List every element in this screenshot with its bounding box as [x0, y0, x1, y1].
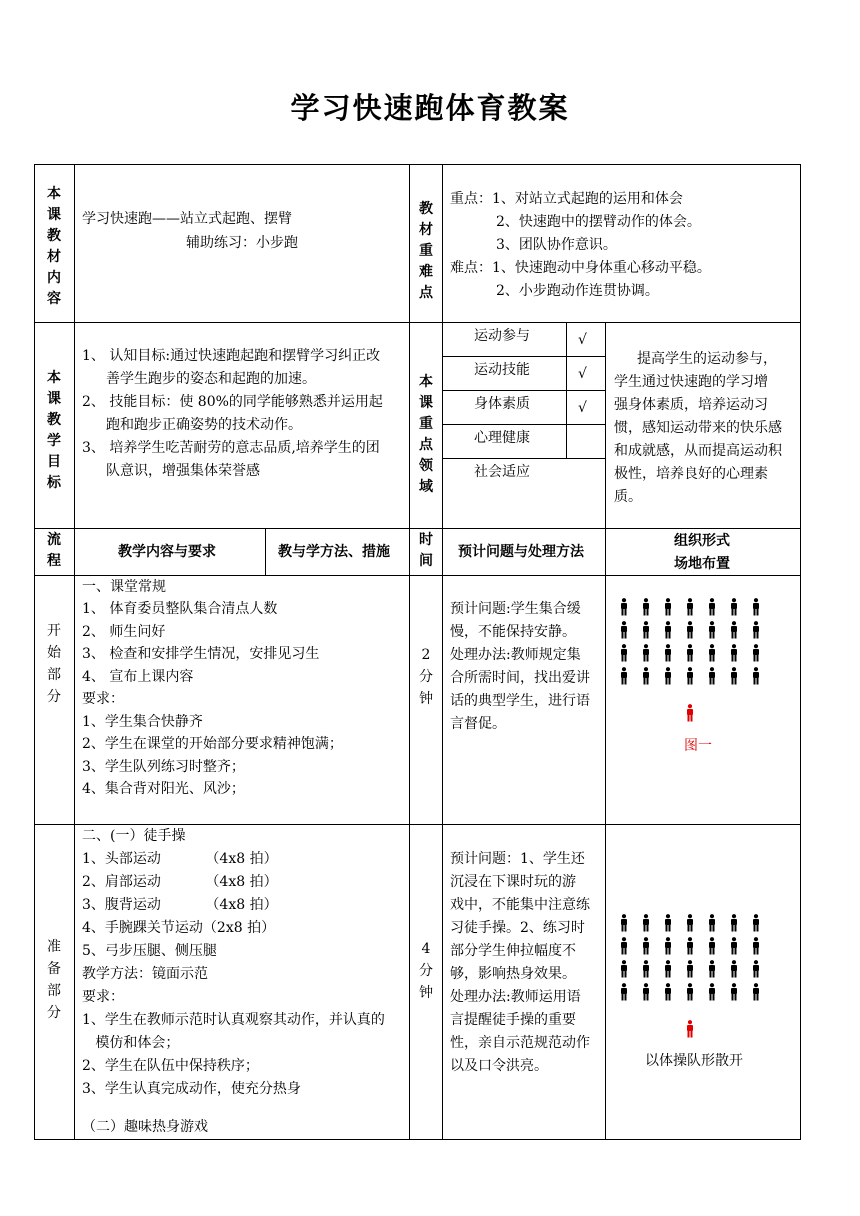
domain-name: 社会适应 — [474, 464, 530, 480]
page-title: 学习快速跑体育教案 — [290, 91, 570, 125]
section1-problem-line: 话的典型学生，进行语 — [450, 693, 590, 709]
teacher-figure — [686, 704, 694, 722]
student-figure — [686, 960, 694, 978]
domain-name: 心理健康 — [474, 430, 530, 446]
header-content: 教学内容与要求 — [118, 544, 216, 560]
student-figure — [708, 667, 716, 685]
student-figure — [642, 937, 650, 955]
student-figure — [620, 644, 628, 662]
goal-line: 1、 认知目标:通过快速跑起跑和摆臂学习纠正改 — [82, 348, 381, 364]
goal-line: 跑和跑步正确姿势的技术动作。 — [106, 417, 302, 433]
section2-line: 2、肩部运动 （4x8 拍） — [82, 874, 278, 890]
student-figure — [730, 960, 738, 978]
goal-line: 2、 技能目标：使 80%的同学能够熟悉并运用起 — [82, 394, 383, 410]
header-venue: 场地布置 — [674, 556, 730, 572]
section1-line: 4、 宣布上课内容 — [82, 669, 194, 685]
section2-problem-line: 戏中，不能集中注意练 — [450, 897, 590, 913]
student-figure — [664, 914, 672, 932]
domain-check: √ — [578, 366, 587, 382]
difficulty-point: 2、小步跑动作连贯协调。 — [496, 283, 659, 299]
section1-problem-line: 慢，不能保持安静。 — [450, 624, 576, 640]
domain-check: √ — [578, 400, 587, 416]
section2-line: 1、学生在教师示范时认真观察其动作，并认真的 — [82, 1012, 385, 1028]
section1-problem-line: 预计问题:学生集合缓 — [450, 601, 581, 617]
student-figure — [752, 937, 760, 955]
section1-line: 2、 师生问好 — [82, 624, 166, 640]
student-figure — [664, 937, 672, 955]
student-figure — [752, 960, 760, 978]
section2-line: 4、手腕踝关节运动（2x8 拍） — [82, 920, 276, 936]
section2-line: 教学方法：镜面示范 — [82, 966, 208, 982]
student-figure — [708, 983, 716, 1001]
material-content-line2: 辅助练习：小步跑 — [186, 235, 298, 251]
student-figure — [752, 621, 760, 639]
student-figure — [686, 914, 694, 932]
student-figure — [708, 598, 716, 616]
student-figure — [730, 914, 738, 932]
section2-problem-line: 言提醒徒手操的重要 — [450, 1012, 576, 1028]
section2-problem-line: 沉浸在下课时玩的游 — [450, 874, 576, 890]
section-start-label: 开始部分 — [47, 623, 61, 705]
student-figure — [620, 667, 628, 685]
teacher-figure — [686, 1020, 694, 1038]
section2-line: 3、学生认真完成动作，使充分热身 — [82, 1081, 301, 1097]
section2-line: 二、(一）徒手操 — [82, 828, 186, 844]
teaching-material-label: 本课教材内容 — [47, 186, 61, 307]
figure-caption-2: 以体操队形散开 — [645, 1053, 743, 1069]
section1-line: 1、 体育委员整队集合清点人数 — [82, 601, 278, 617]
section1-line: 4、集合背对阳光、风沙； — [82, 781, 245, 797]
student-figure — [686, 644, 694, 662]
section2-problem-line: 够，影响热身效果。 — [450, 966, 576, 982]
student-figure — [730, 644, 738, 662]
student-figure — [664, 598, 672, 616]
section2-problem-line: 以及口令洪亮。 — [450, 1058, 548, 1074]
key-point: 2、快速跑中的摆臂动作的体会。 — [496, 214, 701, 230]
goal-line: 队意识，增强集体荣誉感 — [106, 463, 260, 479]
student-figure — [730, 621, 738, 639]
student-figure — [642, 598, 650, 616]
student-figure — [730, 983, 738, 1001]
section1-line: 2、学生在课堂的开始部分要求精神饱满； — [82, 736, 343, 752]
key-point: 3、团队协作意识。 — [496, 237, 617, 253]
section1-line: 1、学生集合快静齐 — [82, 714, 203, 730]
lesson-plan-table — [34, 164, 801, 1140]
student-figure — [686, 937, 694, 955]
student-figure — [752, 644, 760, 662]
domain-name: 身体素质 — [474, 396, 530, 412]
student-figure — [752, 667, 760, 685]
student-figure — [708, 960, 716, 978]
section1-line: 一、课堂常规 — [82, 579, 166, 595]
student-figure — [730, 937, 738, 955]
student-figure — [730, 667, 738, 685]
section2-problem-line: 性，亲自示范规范动作 — [450, 1035, 590, 1051]
section-prep-label: 准备部分 — [47, 939, 61, 1021]
student-figure — [664, 621, 672, 639]
header-method: 教与学方法、措施 — [278, 544, 390, 560]
section2-line: 2、学生在队伍中保持秩序； — [82, 1058, 259, 1074]
student-figure — [642, 983, 650, 1001]
domain-name: 运动参与 — [474, 328, 530, 344]
student-figure — [664, 644, 672, 662]
section2-line: 3、腹背运动 （4x8 拍） — [82, 897, 278, 913]
student-figure — [664, 667, 672, 685]
material-content-line1: 学习快速跑——站立式起跑、摆臂 — [82, 211, 292, 227]
student-figure — [620, 983, 628, 1001]
section2-problem-line: 习徒手操。2、练习时 — [450, 920, 585, 936]
goal-line: 善学生跑步的姿态和起跑的加速。 — [106, 371, 316, 387]
section2-line: 1、头部运动 （4x8 拍） — [82, 851, 278, 867]
summary-line: 质。 — [614, 489, 642, 505]
goal-line: 3、 培养学生吃苦耐劳的意志品质,培养学生的团 — [82, 440, 380, 456]
difficulty-point: 难点：1、快速跑动中身体重心移动平稳。 — [450, 260, 711, 276]
student-figure — [642, 621, 650, 639]
student-figure — [708, 914, 716, 932]
header-organization: 组织形式 — [674, 533, 730, 549]
student-figure — [642, 914, 650, 932]
teaching-goals-label: 本课教学目标 — [47, 370, 61, 491]
student-figure — [642, 667, 650, 685]
formation-diagram-2 — [618, 914, 788, 1044]
summary-line: 惯，感知运动带来的快乐感 — [614, 420, 782, 436]
header-problems: 预计问题与处理方法 — [458, 544, 584, 560]
summary-line: 学生通过快速跑的学习增 — [614, 374, 768, 390]
key-point: 重点：1、对站立式起跑的运用和体会 — [450, 191, 683, 207]
student-figure — [664, 960, 672, 978]
domain-name: 运动技能 — [474, 362, 530, 378]
student-figure — [620, 621, 628, 639]
section2-problem-line: 部分学生伸拉幅度不 — [450, 943, 576, 959]
section2-line: （二）趣味热身游戏 — [82, 1119, 208, 1135]
student-figure — [686, 621, 694, 639]
student-figure — [620, 598, 628, 616]
section1-line: 3、学生队列练习时整齐； — [82, 759, 245, 775]
formation-diagram-1 — [618, 598, 788, 728]
student-figure — [708, 644, 716, 662]
section2-time: 4分钟 — [419, 941, 433, 1001]
summary-line: 和成就感，从而提高运动积 — [614, 443, 782, 459]
section1-problem-line: 合所需时间，找出爱讲 — [450, 670, 590, 686]
figure-caption-1: 图一 — [684, 738, 712, 754]
section1-problem-line: 言督促。 — [450, 716, 506, 732]
student-figure — [664, 983, 672, 1001]
section2-problem-line: 处理办法:教师运用语 — [450, 989, 581, 1005]
student-figure — [620, 937, 628, 955]
section1-time: 2分钟 — [419, 647, 433, 707]
header-time: 时间 — [419, 532, 433, 569]
header-flow: 流程 — [47, 532, 61, 569]
student-figure — [708, 937, 716, 955]
student-figure — [752, 914, 760, 932]
section1-line: 3、 检查和安排学生情况，安排见习生 — [82, 646, 320, 662]
section2-line: 要求： — [82, 989, 124, 1005]
student-figure — [686, 598, 694, 616]
summary-line: 提高学生的运动参与， — [637, 351, 777, 367]
student-figure — [620, 960, 628, 978]
student-figure — [620, 914, 628, 932]
student-figure — [752, 598, 760, 616]
section2-line: 5、弓步压腿、侧压腿 — [82, 943, 217, 959]
student-figure — [708, 621, 716, 639]
student-figure — [686, 983, 694, 1001]
focus-domains-label: 本课重点领域 — [419, 374, 433, 495]
section1-problem-line: 处理办法:教师规定集 — [450, 647, 581, 663]
student-figure — [730, 598, 738, 616]
summary-line: 极性，培养良好的心理素 — [614, 466, 768, 482]
section1-line: 要求： — [82, 691, 124, 707]
domain-check: √ — [578, 332, 587, 348]
student-figure — [752, 983, 760, 1001]
summary-line: 强身体素质，培养运动习 — [614, 397, 768, 413]
student-figure — [686, 667, 694, 685]
student-figure — [642, 644, 650, 662]
key-points-label: 教材重难点 — [419, 201, 433, 301]
student-figure — [642, 960, 650, 978]
section2-problem-line: 预计问题：1、学生还 — [450, 851, 585, 867]
section2-line: 模仿和体会； — [82, 1035, 180, 1051]
